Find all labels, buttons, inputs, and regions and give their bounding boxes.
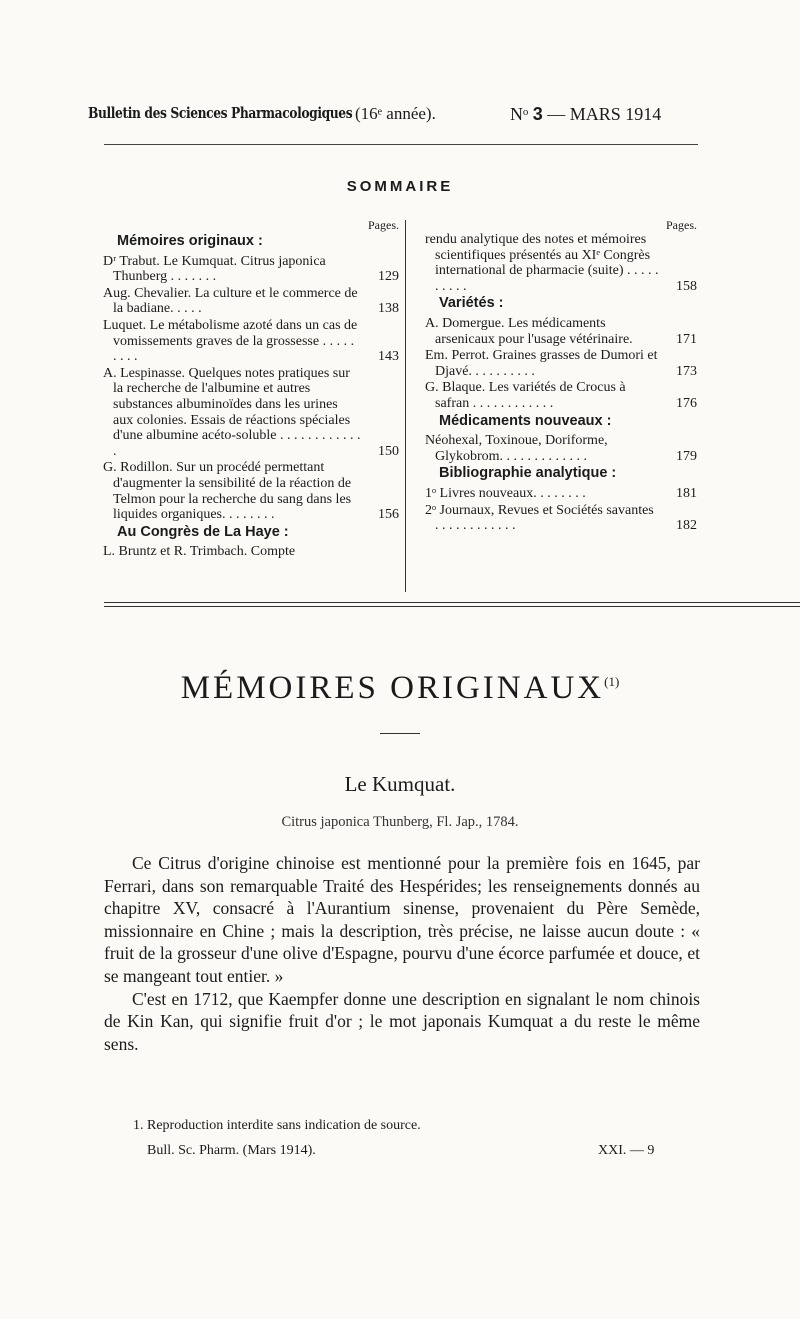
- toc-entry-text: Néohexal, Toxinoue, Doriforme, Glykobrom. . . . . . . . . . . . .: [425, 433, 608, 464]
- toc-entry-page: 182: [676, 518, 697, 534]
- toc-section-varietes: Variétés :: [439, 295, 504, 312]
- toc-entry-text: Luquet. Le métabolisme azoté dans un cas de vomissements graves de la grossesse . . . . . . . . .: [103, 317, 358, 365]
- toc-right-column: [425, 218, 697, 535]
- toc-entry: [103, 318, 399, 365]
- toc-section-memoires: Mémoires originaux :: [117, 233, 263, 249]
- section-rule: [104, 602, 800, 603]
- toc-entry-page: 179: [676, 448, 697, 464]
- footnote: 1. Reproduction interdite sans indication de source.: [133, 1118, 421, 1133]
- sommaire-title: SOMMAIRE: [346, 178, 454, 195]
- toc-entry-text: A. Lespinasse. Quelques notes pratiques sur la recherche de l'albumine et autres substances albuminoïdes dans les urines aux colonies. Essais de réactions spéciales d'une albumine acéto-soluble . . . . . . . . . . . . .: [103, 365, 361, 459]
- toc-entry-text: G. Blaque. Les variétés de Crocus à safran . . . . . . . . . . . .: [425, 380, 626, 411]
- toc-entry-page: 138: [378, 301, 399, 317]
- issue-number: [510, 104, 661, 125]
- toc-entry: [103, 366, 399, 460]
- toc-entry-page: 181: [676, 485, 697, 501]
- pages-label: Pages.: [368, 218, 399, 232]
- toc-entry-text: 1ᵒ Livres nouveaux. . . . . . . .: [425, 485, 586, 501]
- toc-entry: [425, 316, 697, 347]
- article-body: [104, 852, 700, 1055]
- toc-entry-page: 173: [676, 363, 697, 379]
- toc-entry: [103, 254, 399, 285]
- paragraph: C'est en 1712, que Kaempfer donne une description en signalant le nom chinois de Kin Kan, qui signifie fruit d'or ; le mot japonais Kumquat a du reste le même sens.: [104, 988, 700, 1054]
- footer-signature: XXI. — 9: [598, 1143, 655, 1158]
- title-rule: [380, 733, 420, 734]
- toc-entry-page: 176: [676, 395, 697, 411]
- toc-section-medicaments: Médicaments nouveaux :: [439, 412, 612, 429]
- paragraph: Ce Citrus d'origine chinoise est mentionné pour la première fois en 1645, par Ferrari, dans son remarquable Traité des Hespérides; les renseignements donnés au chapitre XV, consacré à l'Aurantium sinense, provenaient du Père Semède, missionnaire en Chine ; mais la description, très précise, ne laisse aucun doute : « fruit de la grosseur d'une olive d'Espagne, pourvu d'une écorce parfumée et douce, et se mangeant tout entier. »: [104, 853, 700, 986]
- toc-entry-text: G. Rodillon. Sur un procédé permettant d'augmenter la sensibilité de la réaction de Telmon pour la recherche du sang dans les liquides organiques. . . . . . . .: [103, 460, 352, 523]
- header-rule: [104, 144, 698, 145]
- pages-label: Pages.: [666, 218, 697, 232]
- toc-entry-text: A. Domergue. Les médicaments arsenicaux pour l'usage vétérinaire.: [425, 315, 633, 347]
- section-heading: [0, 670, 800, 707]
- toc-entry: [425, 486, 697, 502]
- toc-entry-text: 2ᵒ Journaux, Revues et Sociétés savantes . . . . . . . . . . . .: [425, 502, 654, 534]
- toc-entry-page: 156: [378, 507, 399, 523]
- toc-entry-text: Aug. Chevalier. La culture et le commerce de la badiane. . . . .: [103, 285, 358, 317]
- journal-title: Bulletin des Sciences Pharmacologiques: [88, 104, 353, 122]
- article-subtitle: Citrus japonica Thunberg, Fl. Jap., 1784.: [281, 814, 519, 830]
- toc-entry-page: 143: [378, 349, 399, 365]
- toc-section-congres: Au Congrès de La Haye :: [117, 523, 289, 540]
- issue-number-value: 3: [532, 104, 543, 124]
- toc-entry: [425, 503, 697, 534]
- toc-entry-page: 150: [378, 443, 399, 459]
- toc-entry: [103, 460, 399, 522]
- toc-entry-page: 171: [676, 331, 697, 347]
- footnote-marker: (1): [604, 674, 620, 689]
- section-heading-text: MÉMOIRES ORIGINAUX: [180, 670, 605, 706]
- column-separator: [405, 220, 406, 592]
- toc-entry: [425, 348, 697, 379]
- journal-year: (16ᵉ année).: [355, 104, 436, 123]
- toc-entry: [103, 286, 399, 317]
- toc-entry: [425, 232, 697, 294]
- toc-entry-page: 158: [676, 278, 697, 294]
- section-rule: [104, 606, 800, 607]
- toc-entry-text: rendu analytique des notes et mémoires scientifiques présentés au XIᵉ Congrès international de pharmacie (suite) . . . . . . . . . .: [425, 232, 659, 294]
- toc-entry-page: 129: [378, 269, 399, 285]
- toc-entry: [103, 544, 399, 560]
- footer-citation: Bull. Sc. Pharm. (Mars 1914).: [147, 1143, 316, 1158]
- toc-section-bibliographie: Bibliographie analytique :: [439, 465, 617, 482]
- issue-date: — MARS 1914: [547, 104, 662, 124]
- toc-left-column: [103, 218, 399, 561]
- issue-number-prefix: Nᵒ: [510, 104, 529, 124]
- toc-entry-text: Dʳ Trabut. Le Kumquat. Citrus japonica Thunberg . . . . . . .: [103, 253, 326, 285]
- toc-entry-text: L. Bruntz et R. Trimbach. Compte: [103, 544, 296, 560]
- toc-entry: [425, 380, 697, 411]
- toc-entry-text: Em. Perrot. Graines grasses de Dumori et Djavé. . . . . . . . . .: [425, 348, 658, 379]
- article-title: Le Kumquat.: [344, 772, 456, 796]
- toc-entry: [425, 433, 697, 464]
